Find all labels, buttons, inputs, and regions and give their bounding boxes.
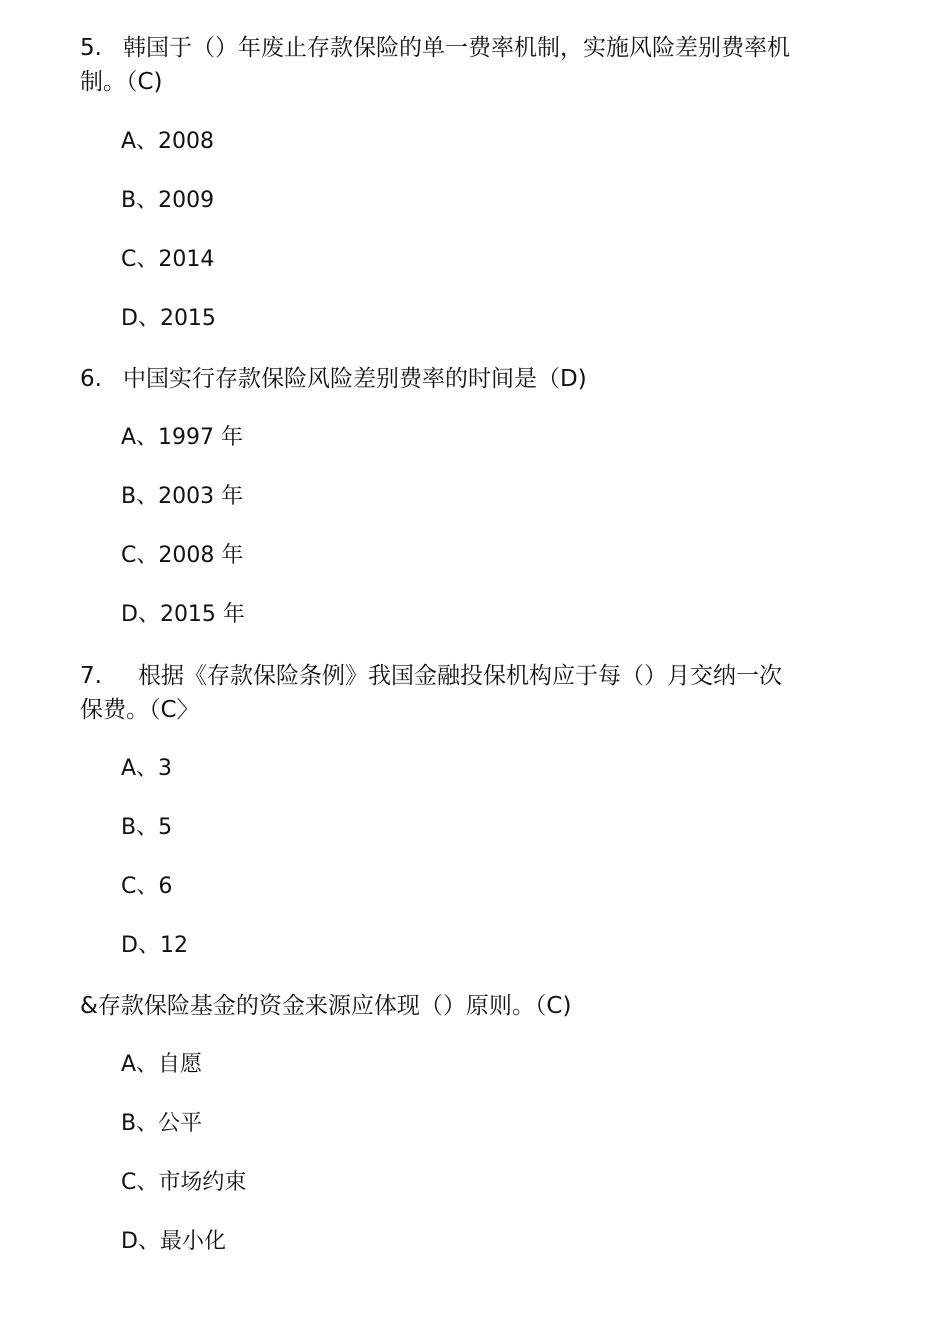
question-7-option-c: C、6 <box>121 874 173 899</box>
question-5-option-a: A、2008 <box>121 129 215 154</box>
question-7-option-a: A、3 <box>121 756 173 781</box>
question-5-text: 韩国于（）年废止存款保险的单一费率机制，实施风险差别费率机 <box>123 35 790 61</box>
question-7-text: 根据《存款保险条例》我国金融投保机构应于每（）月交纳一次 <box>138 663 782 689</box>
question-5-line-1 <box>80 31 870 65</box>
question-8-option-b: B、公平 <box>121 1111 203 1136</box>
question-7-line-2: 保费。（C〉 <box>80 697 200 723</box>
question-8-line-1: &存款保险基金的资金来源应体现（）原则。（C) <box>80 993 572 1019</box>
question-7-option-d: D、12 <box>121 933 188 958</box>
question-6-number: 6. <box>80 366 102 392</box>
question-5-option-c: C、2014 <box>121 247 215 272</box>
question-6-option-d: D、2015 年 <box>121 602 245 627</box>
question-6-option-a: A、1997 年 <box>121 425 244 450</box>
question-7-number: 7. <box>80 663 102 689</box>
question-7-option-b: B、5 <box>121 815 173 840</box>
question-5-option-d: D、2015 <box>121 306 216 331</box>
question-6-line-1 <box>80 362 870 396</box>
question-6-option-b: B、2003 年 <box>121 484 244 509</box>
question-6-text: 中国实行存款保险风险差别费率的时间是（D) <box>123 366 587 392</box>
question-6-option-c: C、2008 年 <box>121 543 244 568</box>
question-8-option-a: A、自愿 <box>121 1052 203 1077</box>
question-7-line-1 <box>80 659 870 693</box>
question-8-option-d: D、最小化 <box>121 1229 226 1254</box>
question-5-option-b: B、2009 <box>121 188 215 213</box>
question-8-option-c: C、市场约束 <box>121 1170 247 1195</box>
question-5-line-2: 制。（C) <box>80 69 163 95</box>
question-5-number: 5. <box>80 35 102 61</box>
